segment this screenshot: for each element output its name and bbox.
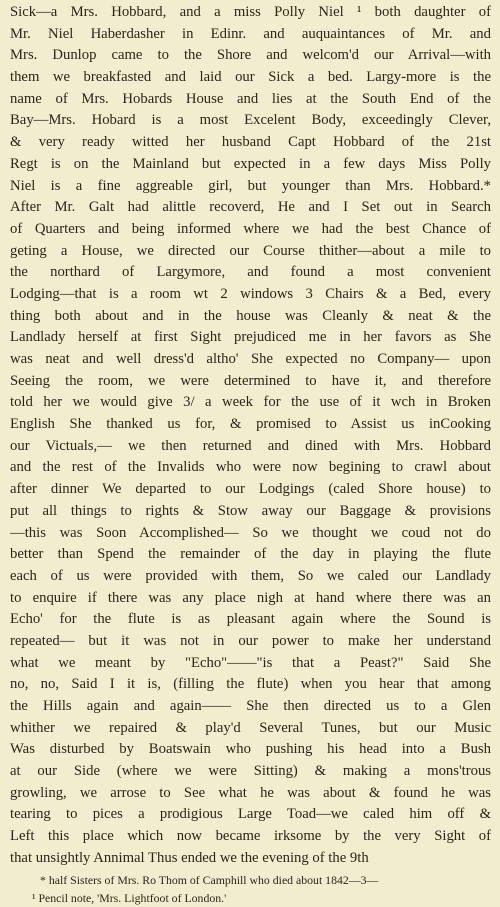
text-line: of Quarters and being informed where we had the best Chance of xyxy=(10,220,491,237)
text-line: put all things to rights & Stow away our Baggage & provisions xyxy=(10,502,491,519)
footnote-asterisk: * half Sisters of Mrs. Ro Thom of Camphill who died about 1842—3— xyxy=(40,872,379,887)
text-line: the Hills again and again—— She then directed us to a Glen xyxy=(10,698,491,714)
text-line: no, no, Said I it is, (filling the flute) when you hear that among xyxy=(10,676,491,693)
text-line: Lodging—that is a room wt 2 windows 3 Chairs & a Bed, every xyxy=(10,285,491,302)
text-line: whither we repaired & play'd Several Tunes, but our Music xyxy=(10,719,491,736)
text-line: thing both about and in the house was Cleanly & neat & the xyxy=(10,307,491,324)
diary-body xyxy=(10,2,491,870)
text-line: the northard of Largymore, and found a most convenient xyxy=(10,264,491,281)
text-line: our Victuals,— we then returned and dined with Mrs. Hobbard xyxy=(10,437,491,454)
text-line: Sick—a Mrs. Hobbard, and a miss Polly Niel ¹ both daughter of xyxy=(10,4,491,20)
text-line: tearing to pices a prodigious Large Toad—we caled him off & xyxy=(10,806,491,823)
text-line: Seeing the room, we were determined to have it, and therefore xyxy=(10,372,491,389)
text-line: & very ready witted her husband Capt Hobbard of the 21st xyxy=(10,134,491,151)
text-line: was neat and well dress'd altho' She expected no Company— upon xyxy=(10,351,491,367)
text-line: Left this place which now became irksome by the very Sight of xyxy=(10,828,491,845)
text-line: Was disturbed by Boatswain who pushing his head into a Bush xyxy=(10,741,491,758)
text-line: what we meant by "Echo"——"is that a Peast?" Said She xyxy=(10,654,491,671)
text-line: each of us were provided with them, So we caled our Landlady xyxy=(10,567,491,584)
text-line: that unsightly Annimal Thus ended we the evening of the 9th xyxy=(10,849,369,866)
text-line: at our Side (where we were Sitting) & making a mons'trous xyxy=(10,763,491,780)
text-line: after dinner We departed to our Lodgings (caled Shore house) to xyxy=(10,481,491,498)
text-line: them we breakfasted and laid our Sick a bed. Largy-more is the xyxy=(10,69,491,86)
footnote-pencil: ¹ Pencil note, 'Mrs. Lightfoot of London.' xyxy=(32,890,227,905)
text-line: to enquire if there was any place nigh at hand where there was an xyxy=(10,589,491,606)
text-line: Niel is a fine aggreable girl, but younger than Mrs. Hobbard.* xyxy=(10,177,491,194)
text-line: Bay—Mrs. Hobard is a most Excelent Body, exceedingly Clever, xyxy=(10,112,491,129)
text-line: told her we would give 3/ a week for the use of it wch in Broken xyxy=(10,394,491,411)
text-line: repeated— but it was not in our power to make her understand xyxy=(10,632,491,649)
text-line: Mrs. Dunlop came to the Shore and welcom'd our Arrival—with xyxy=(10,47,491,64)
text-line: Mr. Niel Haberdasher in Edinr. and auquaintances of Mr. and xyxy=(10,25,491,42)
text-line: and the rest of the Invalids who were now begining to crawl about xyxy=(10,459,491,476)
text-line: growling, we arrose to See what he was about & found he was xyxy=(10,784,491,801)
text-line: Regt is on the Mainland but expected in a few days Miss Polly xyxy=(10,155,491,172)
text-line: Landlady herself at first Sight prejudiced me in her favors as She xyxy=(10,329,491,346)
text-line: After Mr. Galt had alittle recoverd, He and I Set out in Search xyxy=(10,199,491,216)
footnotes xyxy=(10,871,491,907)
text-line: English She thanked us for, & promised to Assist us inCooking xyxy=(10,416,491,433)
text-line: geting a House, we directed our Course thither—about a mile to xyxy=(10,242,491,259)
text-line: name of Mrs. Hobards House and lies at the South End of the xyxy=(10,90,491,107)
text-line: Echo' for the flute is as pleasant again where the Sound is xyxy=(10,611,491,628)
text-line: —this was Soon Accomplished— So we thought we coud not do xyxy=(10,524,491,541)
text-line: better than Spend the remainder of the day in playing the flute xyxy=(10,546,491,563)
